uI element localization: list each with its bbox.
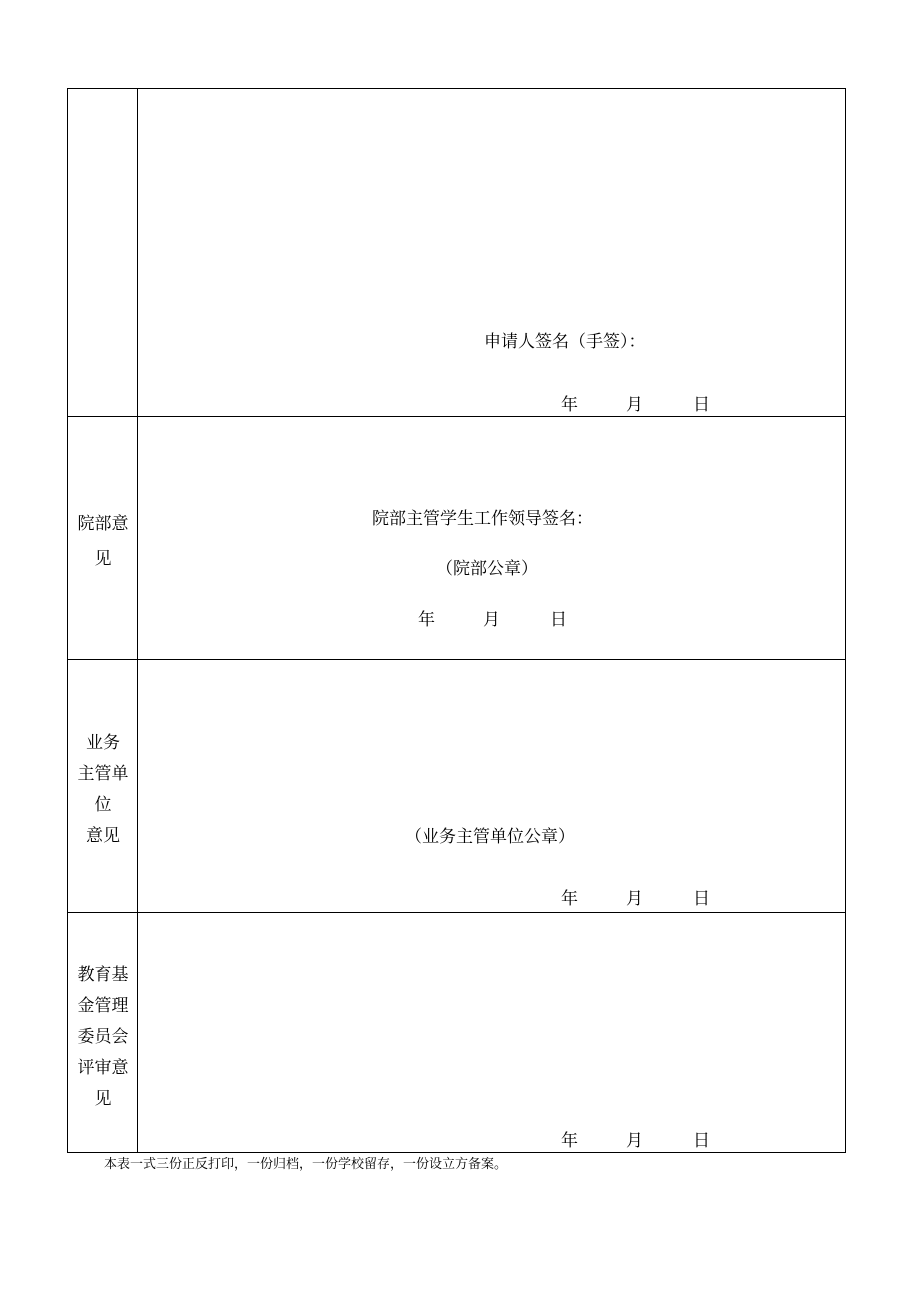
form-table xyxy=(67,88,846,1153)
foundation-label-line-5: 见 xyxy=(94,1089,112,1109)
foundation-label-line-1: 教育基 xyxy=(77,965,129,985)
foundation-row xyxy=(68,912,845,1152)
department-seal-label: （院部公章） xyxy=(436,559,538,579)
department-label-cell xyxy=(68,417,138,659)
applicant-label-cell xyxy=(68,89,138,416)
authority-date-day: 日 xyxy=(693,889,710,909)
authority-row xyxy=(68,659,845,912)
applicant-date-year: 年 xyxy=(561,395,578,415)
authority-label-line-3: 位 xyxy=(94,795,112,815)
department-leader-signature-label: 院部主管学生工作领导签名： xyxy=(372,509,593,529)
foundation-date-year: 年 xyxy=(561,1131,578,1151)
applicant-date-month: 月 xyxy=(626,395,643,415)
applicant-content-cell xyxy=(138,89,845,416)
foundation-label-line-2: 金管理 xyxy=(77,996,129,1016)
department-label-line-1: 院部意 xyxy=(77,514,129,534)
authority-content-cell xyxy=(138,660,845,912)
authority-label-line-4: 意见 xyxy=(86,826,120,846)
footnote: 本表一式三份正反打印，一份归档，一份学校留存，一份设立方备案。 xyxy=(104,1157,508,1172)
foundation-label-line-4: 评审意 xyxy=(77,1058,129,1078)
foundation-label-cell xyxy=(68,913,138,1152)
department-date-year: 年 xyxy=(418,610,435,630)
department-label-line-2: 见 xyxy=(94,549,112,569)
department-content-cell xyxy=(138,417,845,659)
authority-label-cell xyxy=(68,660,138,912)
foundation-label-line-3: 委员会 xyxy=(77,1027,129,1047)
authority-date-year: 年 xyxy=(561,889,578,909)
authority-seal-label: （业务主管单位公章） xyxy=(405,827,575,847)
authority-label-line-1: 业务 xyxy=(86,733,120,753)
foundation-date-month: 月 xyxy=(626,1131,643,1151)
applicant-signature-label: 申请人签名（手签）： xyxy=(484,332,646,352)
applicant-date-day: 日 xyxy=(693,395,710,415)
foundation-date-day: 日 xyxy=(693,1131,710,1151)
department-date-day: 日 xyxy=(550,610,567,630)
foundation-content-cell xyxy=(138,913,845,1152)
applicant-row xyxy=(68,89,845,416)
authority-date-month: 月 xyxy=(626,889,643,909)
department-date-month: 月 xyxy=(483,610,500,630)
department-row xyxy=(68,416,845,659)
authority-label-line-2: 主管单 xyxy=(77,764,129,784)
